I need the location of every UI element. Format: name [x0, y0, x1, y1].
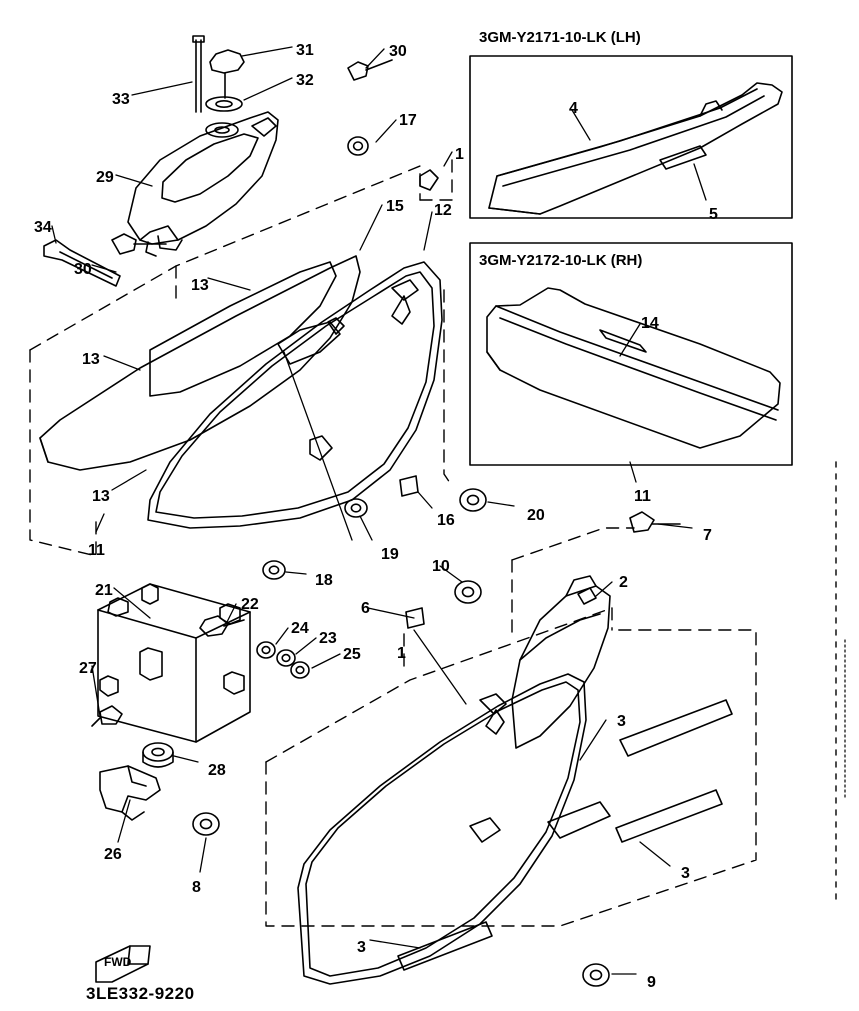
- fwd-label: FWD: [104, 955, 132, 969]
- callout-number: 26: [104, 846, 122, 863]
- callout-number: 31: [296, 42, 314, 59]
- callout-number: 5: [709, 206, 718, 223]
- callout-number: 12: [434, 202, 452, 219]
- callout-number: 18: [315, 572, 333, 589]
- callout-number: 30: [389, 43, 407, 60]
- callout-number: 22: [241, 596, 259, 613]
- battery-box: [92, 584, 309, 835]
- drawing-part-number: 3LE332-9220: [86, 984, 195, 1003]
- callout-number: 23: [319, 630, 337, 647]
- callout-number: 11: [88, 542, 105, 559]
- callout-number: 3: [681, 865, 690, 882]
- callout-number: 1: [397, 645, 406, 662]
- inset-box-rh: [470, 243, 792, 465]
- callout-number: 10: [432, 558, 450, 575]
- callout-number: 11: [634, 488, 651, 505]
- callout-number: 16: [437, 512, 455, 529]
- inset-title-lh: 3GM-Y2171-10-LK (LH): [479, 29, 641, 46]
- callout-number: 2: [619, 574, 628, 591]
- callout-number: 27: [79, 660, 97, 677]
- inset-lh-art: [489, 83, 782, 214]
- callout-number: 28: [208, 762, 226, 779]
- callout-number: 1: [455, 146, 464, 163]
- callout-number: 33: [112, 91, 130, 108]
- callout-number: 9: [647, 974, 656, 991]
- callout-number: 32: [296, 72, 314, 89]
- center-cover-panel: [148, 170, 486, 603]
- callout-number: 6: [361, 600, 370, 617]
- callout-number: 13: [191, 277, 209, 294]
- callout-number: 34: [34, 219, 52, 236]
- callout-number: 4: [569, 100, 578, 117]
- callout-number: 14: [641, 315, 659, 332]
- callout-number: 20: [527, 507, 545, 524]
- callout-number: 24: [291, 620, 309, 637]
- callout-number: 13: [82, 351, 100, 368]
- inset-rh-art: [487, 288, 780, 448]
- callout-number: 21: [95, 582, 113, 599]
- callout-number: 15: [386, 198, 404, 215]
- callout-number: 7: [703, 527, 712, 544]
- callout-number: 13: [92, 488, 110, 505]
- tail-cover-assy: [44, 36, 392, 286]
- callout-number: 29: [96, 169, 114, 186]
- inset-title-rh: 3GM-Y2172-10-LK (RH): [479, 252, 643, 269]
- callout-number: 17: [399, 112, 417, 129]
- callout-number: 25: [343, 646, 361, 663]
- right-side-cover-upper: [512, 512, 680, 748]
- callout-number: 30: [74, 261, 92, 278]
- callout-number: 19: [381, 546, 399, 563]
- callout-number: 3: [617, 713, 626, 730]
- callout-number: 3: [357, 939, 366, 956]
- callout-number: 8: [192, 879, 201, 896]
